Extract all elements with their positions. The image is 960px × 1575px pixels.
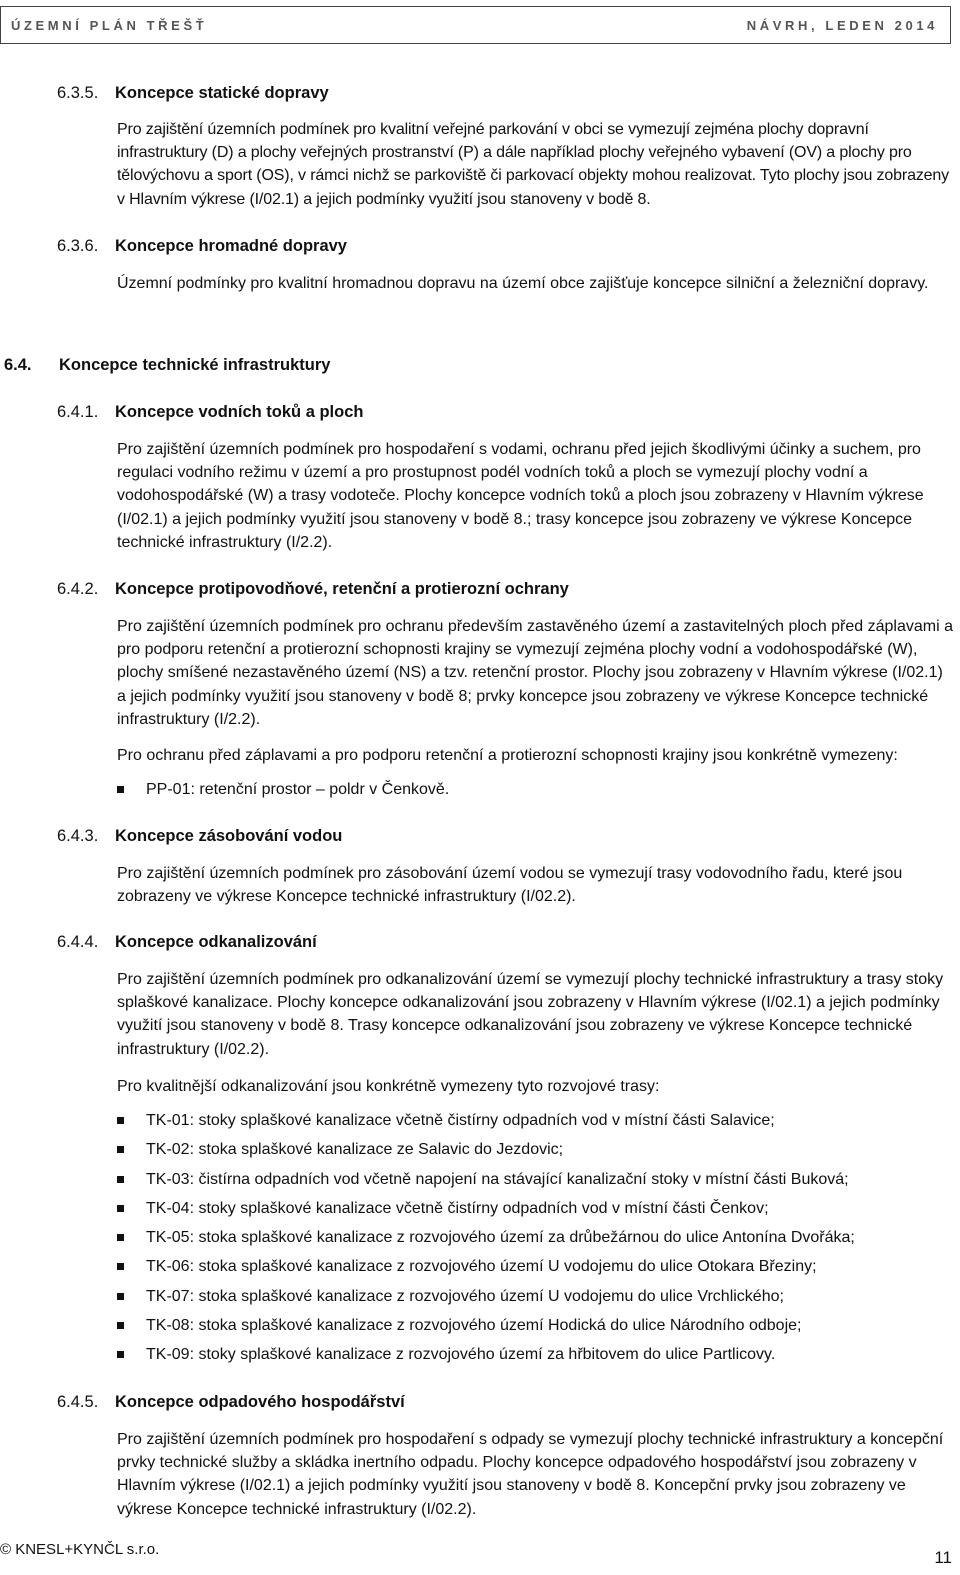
section-heading-6-3-6 bbox=[57, 237, 347, 256]
header-date: NÁVRH, LEDEN 2014 bbox=[746, 17, 938, 33]
bullet-square-icon bbox=[117, 1205, 124, 1212]
list-item: TK-06: stoka splaškové kanalizace z rozvojového území U vodojemu do ulice Otokara Březiny; bbox=[117, 1256, 855, 1285]
list-item: TK-07: stoka splaškové kanalizace z rozvojového území U vodojemu do ulice Vrchlického; bbox=[117, 1286, 855, 1315]
paragraph: Pro zajištění územních podmínek pro odkanalizování území se vymezují plochy technické infrastruktury a trasy stoky splaškové kanalizace. Plochy koncepce odkanalizování jsou zobrazeny v Hlavním výkrese (I/02.1) a jejich podmínky využití jsou stanoveny v bodě 8. Trasy koncepce odkanalizování jsou zobrazeny ve výkrese Koncepce technické infrastruktury (I/02.2). bbox=[117, 971, 944, 1058]
section-heading-6-4-5 bbox=[57, 1393, 405, 1412]
list-item: TK-08: stoka splaškové kanalizace z rozvojového území Hodická do ulice Národního odboje; bbox=[117, 1315, 855, 1344]
paragraph: Pro zajištění územních podmínek pro ochranu především zastavěného území a zastavitelných ploch před záplavami a pro podporu retenční a protierozní schopnosti krajiny se vymezují zejména plochy vodní a vodohospodářské (W), plochy smíšené nezastavěného území (NS) a tzv. retenční prostor. Plochy jsou zobrazeny v Hlavním výkrese (I/02.1) a jejich podmínky využití jsou stanoveny v bodě 8; prvky koncepce jsou zobrazeny ve výkrese Koncepce technické infrastruktury (I/2.2). bbox=[117, 618, 953, 728]
list-item: TK-01: stoky splaškové kanalizace včetně čistírny odpadních vod v místní části Salavice; bbox=[117, 1110, 855, 1139]
paragraph: Pro ochranu před záplavami a pro podporu retenční a protierozní schopnosti krajiny jsou konkrétně vymezeny: bbox=[117, 747, 898, 764]
bullet-square-icon bbox=[117, 1117, 124, 1124]
bullet-square-icon bbox=[117, 1293, 124, 1300]
bullet-square-icon bbox=[117, 1263, 124, 1270]
section-heading-6-3-5 bbox=[57, 84, 329, 103]
section-number: 6.3.5. bbox=[57, 84, 99, 102]
paragraph: Pro zajištění územních podmínek pro hospodaření s vodami, ochranu před jejich škodlivými účinky a suchem, pro regulaci vodního režimu v území a pro prostupnost podél vodních toků a ploch se vymezují plochy vodní a vodohospodářské (W) a trasy vodoteče. Plochy koncepce vodních toků a ploch jsou zobrazeny v Hlavním výkrese (I/02.1) a jejich podmínky využití jsou stanoveny v bodě 8.; trasy koncepce jsou zobrazeny ve výkrese Koncepce technické infrastruktury (I/2.2). bbox=[117, 441, 924, 551]
section-heading-6-4-3 bbox=[57, 827, 342, 846]
section-title: Koncepce statické dopravy bbox=[115, 84, 329, 102]
paragraph: Územní podmínky pro kvalitní hromadnou dopravu na území obce zajišťuje koncepce silniční a železniční dopravy. bbox=[117, 275, 929, 292]
bullet-square-icon bbox=[117, 786, 124, 793]
section-title: Koncepce zásobování vodou bbox=[115, 827, 343, 845]
section-heading-6-4-1 bbox=[57, 403, 363, 422]
bullet-square-icon bbox=[117, 1322, 124, 1329]
chapter-heading-6-4 bbox=[4, 356, 330, 375]
list-item: PP-01: retenční prostor – poldr v Čenkově. bbox=[117, 779, 449, 808]
section-title: Koncepce hromadné dopravy bbox=[115, 237, 347, 255]
section-heading-6-4-2 bbox=[57, 580, 569, 599]
section-heading-6-4-4 bbox=[57, 933, 317, 952]
paragraph: Pro zajištění územních podmínek pro zásobování území vodou se vymezují trasy vodovodního řadu, které jsou zobrazeny ve výkrese Koncepce technické infrastruktury (I/02.2). bbox=[117, 865, 903, 906]
list-item: TK-02: stoka splaškové kanalizace ze Salavic do Jezdovic; bbox=[117, 1139, 855, 1168]
section-title: Koncepce protipovodňové, retenční a protierozní ochrany bbox=[115, 580, 569, 598]
section-number: 6.3.6. bbox=[57, 237, 99, 255]
paragraph: Pro zajištění územních podmínek pro hospodaření s odpady se vymezují plochy technické infrastruktury a koncepční prvky technické služby a skládka inertního odpadu. Plochy koncepce odpadového hospodářství jsou zobrazeny v Hlavním výkrese (I/02.1) a jejich podmínky využití jsou stanoveny v bodě 8. Koncepční prvky jsou zobrazeny ve výkrese Koncepce technické infrastruktury (I/02.2). bbox=[117, 1431, 944, 1518]
list-item: TK-09: stoky splaškové kanalizace z rozvojového území za hřbitovem do ulice Partlicovy. bbox=[117, 1344, 855, 1373]
list-item: TK-04: stoky splaškové kanalizace včetně čistírny odpadních vod v místní části Čenkov; bbox=[117, 1198, 855, 1227]
paragraph: Pro kvalitnější odkanalizování jsou konkrétně vymezeny tyto rozvojové trasy: bbox=[117, 1078, 660, 1095]
section-number: 6.4.3. bbox=[57, 827, 99, 845]
chapter-number: 6.4. bbox=[4, 356, 32, 374]
bullet-list-6-4-2 bbox=[117, 779, 449, 808]
section-number: 6.4.4. bbox=[57, 933, 99, 951]
bullet-square-icon bbox=[117, 1146, 124, 1153]
list-item: TK-03: čistírna odpadních vod včetně napojení na stávající kanalizační stoky v místní části Buková; bbox=[117, 1169, 855, 1198]
bullet-square-icon bbox=[117, 1176, 124, 1183]
page-number: 11 bbox=[934, 1548, 952, 1567]
chapter-title: Koncepce technické infrastruktury bbox=[59, 356, 331, 374]
header-title: ÚZEMNÍ PLÁN TŘEŠŤ bbox=[11, 17, 208, 33]
section-title: Koncepce odkanalizování bbox=[115, 933, 317, 951]
bullet-square-icon bbox=[117, 1351, 124, 1358]
paragraph: Pro zajištění územních podmínek pro kvalitní veřejné parkování v obci se vymezují zejména plochy dopravní infrastruktury (D) a plochy veřejných prostranství (P) a dále například plochy veřejného vybavení (OV) a plochy pro tělovýchovu a sport (OS), v rámci nichž se parkoviště či parkovací objekty mohou realizovat. Tyto plochy jsou zobrazeny v Hlavním výkrese (I/02.1) a jejich podmínky využití jsou stanoveny v bodě 8. bbox=[117, 121, 950, 208]
section-number: 6.4.1. bbox=[57, 403, 99, 421]
bullet-square-icon bbox=[117, 1234, 124, 1241]
footer-copyright: © KNESL+KYNČL s.r.o. bbox=[0, 1541, 160, 1558]
section-number: 6.4.5. bbox=[57, 1393, 99, 1411]
bullet-list-6-4-4 bbox=[117, 1110, 855, 1374]
section-title: Koncepce odpadového hospodářství bbox=[115, 1393, 405, 1411]
list-item: TK-05: stoka splaškové kanalizace z rozvojového území za drůbežárnou do ulice Antonína Dvořáka; bbox=[117, 1227, 855, 1256]
page-header bbox=[0, 6, 951, 44]
section-number: 6.4.2. bbox=[57, 580, 99, 598]
section-title: Koncepce vodních toků a ploch bbox=[115, 403, 364, 421]
